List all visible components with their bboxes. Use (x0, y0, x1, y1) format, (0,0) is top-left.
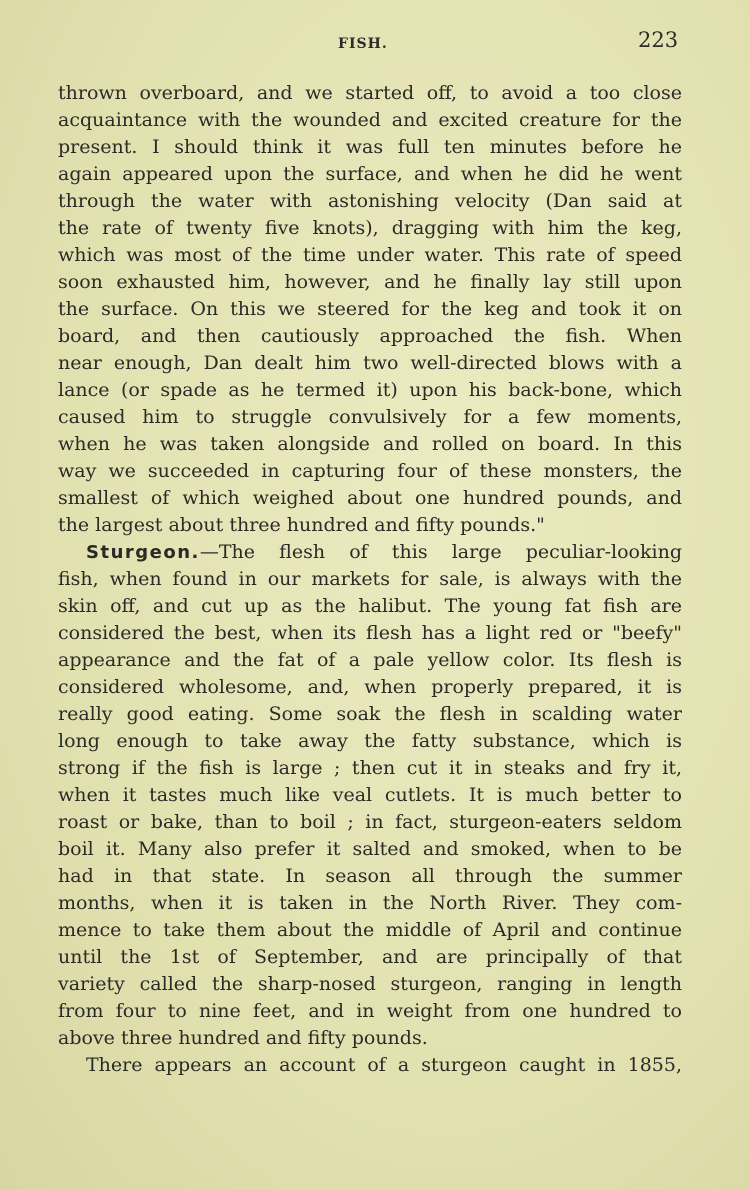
running-title: FISH. (338, 36, 388, 52)
text-line: considered the best, when its flesh has a light red or "beefy" (58, 622, 682, 644)
text-line: the surface. On this we steered for the keg and took it on (58, 298, 682, 320)
text-line: There appears an account of a sturgeon caught in 1855, (86, 1054, 682, 1076)
text-line: variety called the sharp-nosed sturgeon, ranging in length (58, 973, 682, 995)
text-line (58, 539, 682, 566)
text-line: soon exhausted him, however, and he finally lay still upon (58, 271, 682, 293)
text-line: way we succeeded in capturing four of these monsters, the (58, 460, 682, 482)
text-line: skin off, and cut up as the halibut. The young fat fish are (58, 595, 682, 617)
section-heading-sturgeon: Sturgeon. (86, 542, 200, 563)
running-head (0, 28, 750, 58)
text-line: appearance and the fat of a pale yellow color. Its flesh is (58, 649, 682, 671)
text-line: boil it. Many also prefer it salted and smoked, when to be (58, 838, 682, 860)
text-line: board, and then cautiously approached the fish. When (58, 325, 682, 347)
page-number: 223 (638, 28, 679, 52)
text-line: which was most of the time under water. This rate of speed (58, 244, 682, 266)
paragraph-fish-capture (58, 80, 682, 539)
heading-line-rest: —The flesh of this large peculiar-looking (199, 541, 682, 563)
text-line: again appeared upon the surface, and when he did he went (58, 163, 682, 185)
text-line: from four to nine feet, and in weight from one hundred to (58, 1000, 682, 1022)
text-line: present. I should think it was full ten minutes before he (58, 136, 682, 158)
text-line: when it tastes much like veal cutlets. It is much better to (58, 784, 682, 806)
text-line: above three hundred and fifty pounds. (58, 1027, 428, 1049)
text-line: lance (or spade as he termed it) upon his back-bone, which (58, 379, 682, 401)
text-line: strong if the fish is large ; then cut it in steaks and fry it, (58, 757, 682, 779)
text-line: through the water with astonishing velocity (Dan said at (58, 190, 682, 212)
text-line: the rate of twenty five knots), dragging with him the keg, (58, 217, 682, 239)
body-text (58, 80, 682, 1079)
text-line: until the 1st of September, and are principally of that (58, 946, 682, 968)
text-line: roast or bake, than to boil ; in fact, sturgeon-eaters seldom (58, 811, 682, 833)
text-line: really good eating. Some soak the flesh in scalding water (58, 703, 682, 725)
text-line: considered wholesome, and, when properly prepared, it is (58, 676, 682, 698)
text-line: mence to take them about the middle of April and continue (58, 919, 682, 941)
text-line: acquaintance with the wounded and excited creature for the (58, 109, 682, 131)
text-line: smallest of which weighed about one hundred pounds, and (58, 487, 682, 509)
text-line: had in that state. In season all through the summer (58, 865, 682, 887)
text-line: long enough to take away the fatty substance, which is (58, 730, 682, 752)
text-line: the largest about three hundred and fifty pounds." (58, 514, 545, 536)
text-line: thrown overboard, and we started off, to avoid a too close (58, 82, 682, 104)
text-line: when he was taken alongside and rolled on board. In this (58, 433, 682, 455)
text-line: near enough, Dan dealt him two well-directed blows with a (58, 352, 682, 374)
paragraph-sturgeon (58, 539, 682, 1052)
paragraph-sturgeon-account (58, 1052, 682, 1079)
text-line: months, when it is taken in the North River. They com- (58, 892, 682, 914)
text-line: fish, when found in our markets for sale, is always with the (58, 568, 682, 590)
text-line: caused him to struggle convulsively for a few moments, (58, 406, 682, 428)
